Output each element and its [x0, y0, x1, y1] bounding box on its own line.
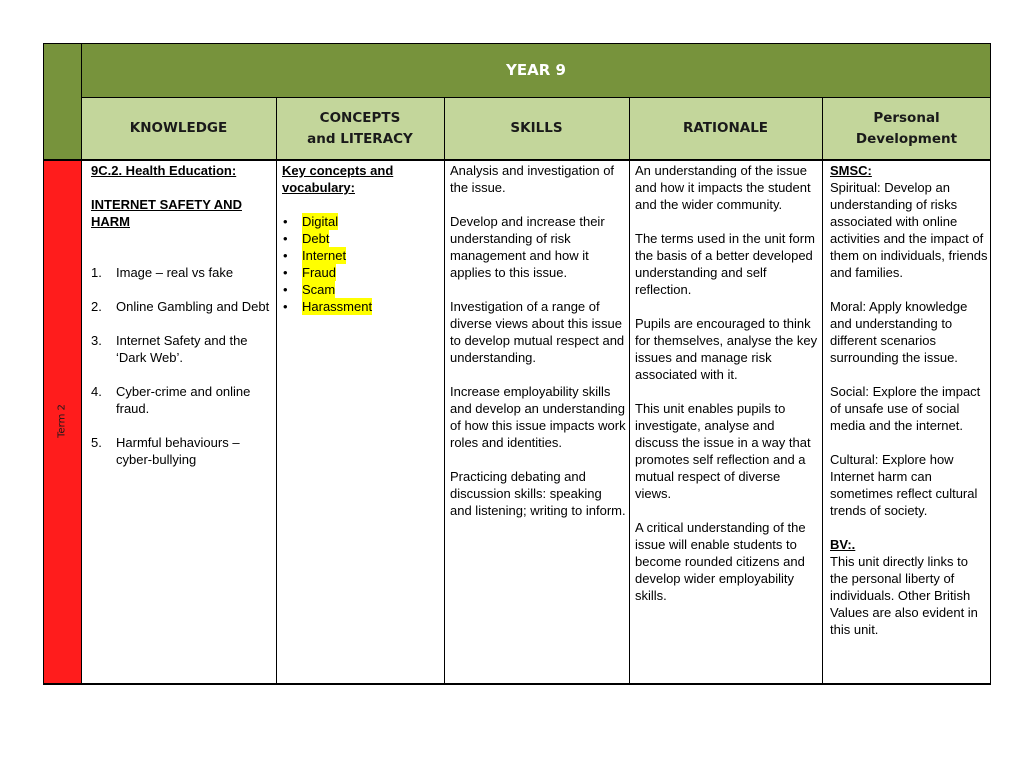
- list-item: [282, 281, 440, 298]
- knowledge-topic-title: INTERNET SAFETY AND HARM: [91, 197, 242, 229]
- table-border-bottom: [43, 683, 991, 685]
- bullet: •: [283, 299, 288, 314]
- rationale-cell: [635, 162, 819, 604]
- table-divider-header: [81, 97, 991, 98]
- bullet: •: [283, 282, 288, 297]
- concepts-cell: [282, 162, 440, 315]
- personal-development-cell: [830, 162, 989, 638]
- term-label: Term 2: [56, 404, 68, 438]
- table-divider-col3: [629, 97, 630, 685]
- table-border-top: [43, 43, 991, 44]
- table-border-left: [43, 43, 44, 685]
- list-item: [282, 213, 440, 230]
- topic-text: Cyber-crime and online fraud.: [116, 384, 251, 416]
- skills-paragraph: Investigation of a range of diverse views about this issue to develop mutual respect and understanding.: [450, 299, 625, 365]
- knowledge-topic-list: [91, 264, 271, 468]
- year-title: YEAR 9: [506, 61, 566, 79]
- smsc-item: Moral: Apply knowledge and understanding to different scenarios surrounding the issue.: [830, 299, 968, 365]
- vocab-term: Debt: [302, 231, 330, 246]
- smsc-heading: SMSC:: [830, 163, 872, 178]
- bullet: •: [283, 231, 288, 246]
- list-item: [282, 298, 440, 315]
- bullet: •: [283, 248, 288, 263]
- concepts-heading: Key concepts and vocabulary:: [282, 163, 394, 195]
- vocab-term: Harassment: [302, 299, 373, 314]
- topic-number: 4.: [91, 384, 102, 399]
- column-header-personal-development: Personal Development: [855, 109, 958, 147]
- smsc-item: Social: Explore the impact of unsafe use of social media and the internet.: [830, 384, 981, 433]
- topic-number: 3.: [91, 333, 102, 348]
- smsc-item: Spiritual: Develop an understanding of risks associated with online activities and the impact of them on individuals, friends and families.: [830, 180, 988, 280]
- list-item: [282, 247, 440, 264]
- corner-cell: [43, 97, 81, 160]
- skills-paragraph: Analysis and investigation of the issue.: [450, 163, 615, 195]
- topic-text: Internet Safety and the ‘Dark Web’.: [116, 333, 248, 365]
- list-item: [91, 298, 271, 315]
- rationale-paragraph: The terms used in the unit form the basis of a better developed understanding and self reflection.: [635, 231, 815, 297]
- skills-paragraph: Develop and increase their understanding of risk management and how it applies to this issue.: [450, 214, 605, 280]
- topic-text: Online Gambling and Debt: [116, 299, 270, 314]
- bv-heading: BV:.: [830, 537, 856, 552]
- topic-text: Harmful behaviours – cyber-bullying: [116, 435, 240, 467]
- topic-number: 2.: [91, 299, 102, 314]
- table-divider-col2: [444, 97, 445, 685]
- table-divider-col1: [276, 97, 277, 685]
- topic-text: Image – real vs fake: [116, 265, 234, 280]
- bullet: •: [283, 214, 288, 229]
- knowledge-code-title: 9C.2. Health Education:: [91, 163, 237, 178]
- vocabulary-list: [282, 213, 440, 315]
- rationale-paragraph: This unit enables pupils to investigate, analyse and discuss the issue in a way that promotes self reflection and a mutual respect of diverse views.: [635, 401, 811, 501]
- skills-cell: [450, 162, 626, 519]
- rationale-paragraph: Pupils are encouraged to think for themselves, analyse the key issues and manage risk associated with it.: [635, 316, 818, 382]
- topic-number: 5.: [91, 435, 102, 450]
- topic-number: 1.: [91, 265, 102, 280]
- bv-text: This unit directly links to the personal liberty of individuals. Other British Values are also evident in this unit.: [830, 554, 978, 637]
- skills-paragraph: Practicing debating and discussion skills: speaking and listening; writing to inform.: [450, 469, 626, 518]
- rationale-paragraph: A critical understanding of the issue will enable students to become rounded citizens and develop wider employability skills.: [635, 520, 806, 603]
- column-header-concepts: CONCEPTS and LITERACY: [307, 109, 413, 147]
- knowledge-cell: [91, 162, 271, 468]
- table-border-right: [990, 43, 991, 685]
- rationale-paragraph: An understanding of the issue and how it impacts the student and the wider community.: [635, 163, 811, 212]
- column-header-skills: SKILLS: [510, 120, 563, 136]
- list-item: [282, 230, 440, 247]
- vocab-term: Digital: [302, 214, 339, 229]
- table-divider-col4: [822, 97, 823, 685]
- list-item: [282, 264, 440, 281]
- list-item: [91, 264, 271, 281]
- skills-paragraph: Increase employability skills and develop an understanding of how this issue impacts work roles and identities.: [450, 384, 626, 450]
- table-divider-body: [43, 159, 991, 161]
- table-divider-term: [81, 43, 82, 685]
- smsc-item: Cultural: Explore how Internet harm can sometimes reflect cultural trends of society.: [830, 452, 978, 518]
- vocab-term: Fraud: [302, 265, 336, 280]
- vocab-term: Internet: [302, 248, 347, 263]
- list-item: [91, 332, 271, 366]
- vocab-term: Scam: [302, 282, 336, 297]
- curriculum-table: [43, 43, 991, 684]
- column-header-rationale: RATIONALE: [682, 120, 769, 136]
- list-item: [91, 434, 271, 468]
- bullet: •: [283, 265, 288, 280]
- list-item: [91, 383, 271, 417]
- column-header-knowledge: KNOWLEDGE: [129, 120, 228, 136]
